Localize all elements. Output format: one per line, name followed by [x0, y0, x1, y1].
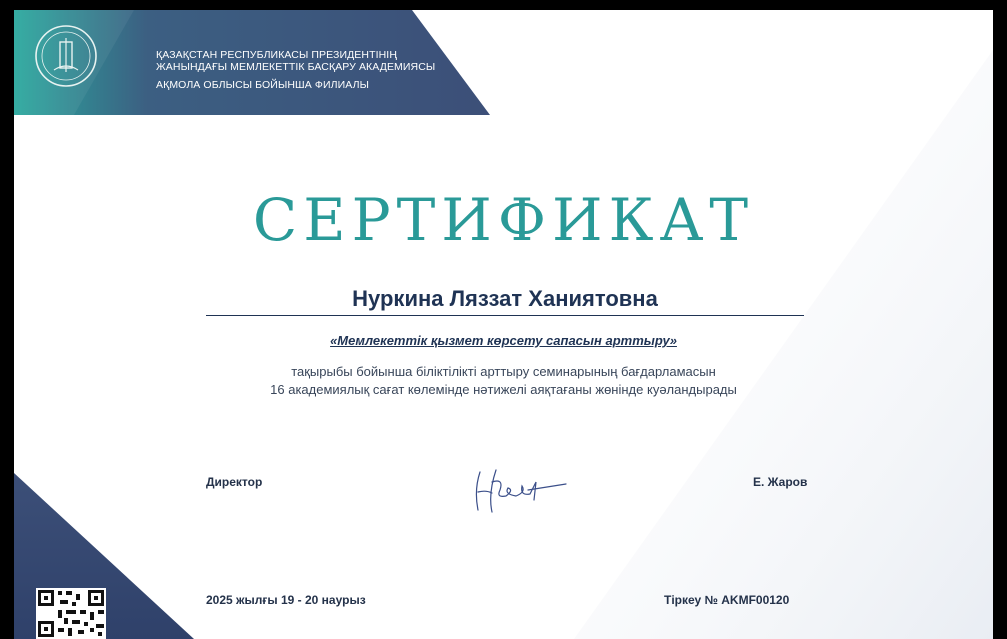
issue-date: 2025 жылғы 19 - 20 наурыз [206, 593, 366, 607]
header-line-3: АҚМОЛА ОБЛЫСЫ БОЙЫНША ФИЛИАЛЫ [156, 79, 369, 91]
certificate-sheet [14, 10, 993, 639]
registration-number: Тіркеу № AKMF00120 [664, 593, 790, 607]
body-line-2: 16 академиялық сағат көлемінде нәтижелі аяқтағаны жөнінде куәландырады [270, 382, 737, 397]
recipient-name: Нуркина Ляззат Ханиятовна [206, 286, 804, 316]
header-line-2: ЖАНЫНДАҒЫ МЕМЛЕКЕТТІК БАСҚАРУ АКАДЕМИЯСЫ [156, 61, 436, 73]
certificate-title: СЕРТИФИКАТ [252, 186, 755, 254]
signatory-role: Директор [206, 475, 263, 489]
header-line-1: ҚАЗАҚСТАН РЕСПУБЛИКАСЫ ПРЕЗИДЕНТІНІҢ [156, 49, 398, 61]
signatory-name: Е. Жаров [753, 475, 808, 489]
course-topic [14, 333, 993, 348]
body-line-1: тақырыбы бойынша біліктілікті арттыру семинарының бағдарламасын [291, 364, 716, 379]
handwritten-signature [466, 460, 576, 524]
course-topic-text: «Мемлекеттік қызмет көрсету сапасын арттыру» [330, 333, 677, 348]
academy-emblem-icon [34, 24, 98, 88]
qr-code-icon[interactable] [36, 588, 106, 639]
